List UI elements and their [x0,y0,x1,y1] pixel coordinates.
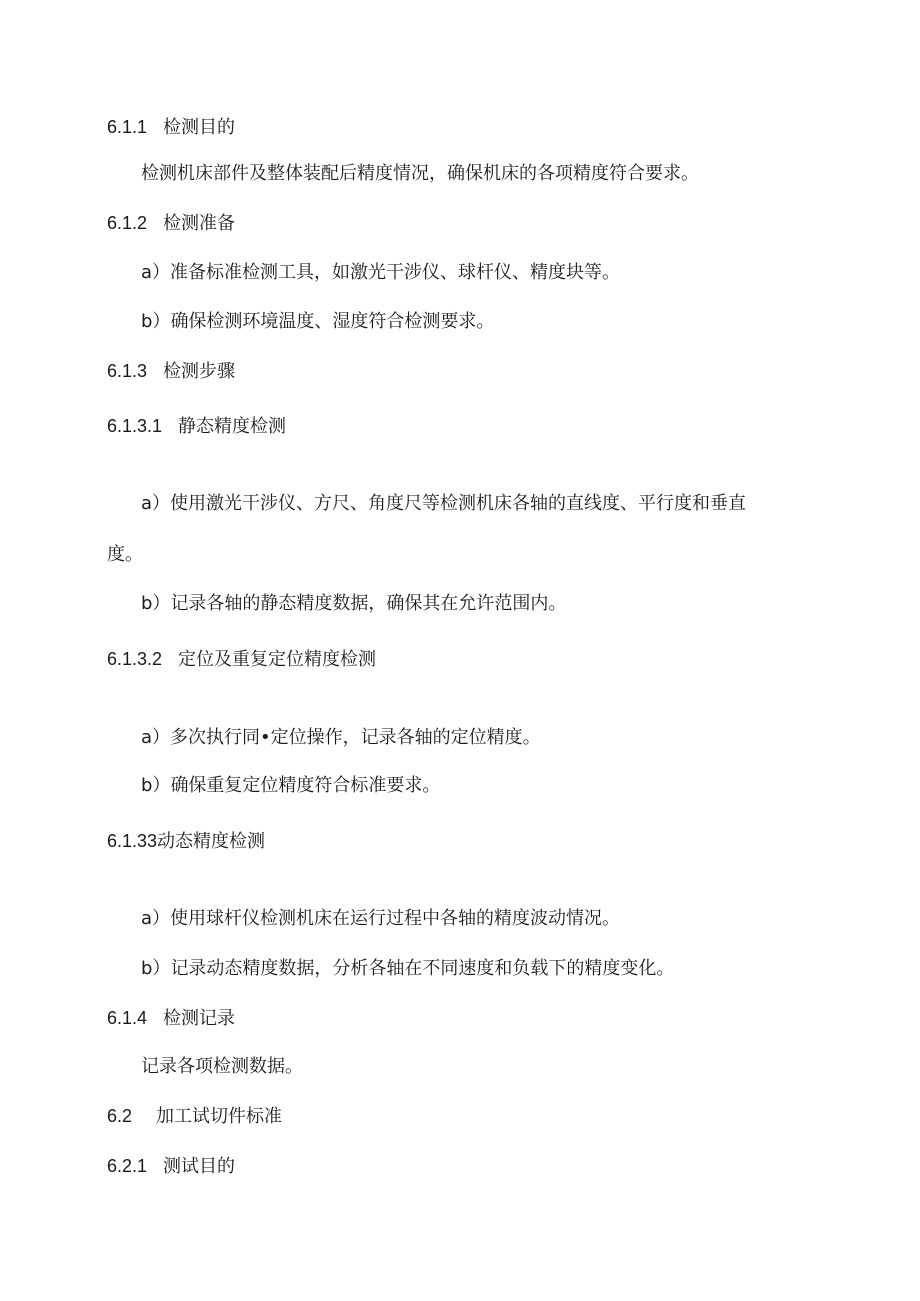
list-item-6-1-3-2-a [141,726,541,750]
list-text: 使用球杆仪检测机床在运行过程中各轴的精度波动情况。 [170,908,621,929]
paragraph-6-1-4: 记录各项检测数据。 [141,1056,303,1077]
heading-6-1-3 [107,359,235,384]
list-marker: a） [141,493,171,514]
list-text: 准备标准检测工具，如激光干涉仪、球杆仪、精度块等。 [170,262,621,283]
list-text: 确保检测环境温度、湿度符合检测要求。 [170,311,495,332]
list-item-6-1-3-1-a [141,492,746,516]
heading-title: 测试目的 [163,1156,236,1177]
list-item-6-1-3-1-b [141,592,566,616]
list-text: 确保重复定位精度符合标准要求。 [170,775,441,796]
list-item-6-1-2-b [141,310,494,334]
heading-number: 6.1.3.2 [107,649,163,669]
list-marker: b） [141,958,171,979]
heading-6-1-3-1 [107,414,286,439]
list-item-6-1-3-3-a [141,907,620,931]
heading-title: 定位及重复定位精度检测 [178,649,377,670]
list-text: 记录各轴的静态精度数据，确保其在允许范围内。 [170,593,567,614]
heading-6-2 [107,1104,282,1129]
heading-title: 检测准备 [163,213,236,234]
list-item-continuation: 度。 [107,544,143,565]
list-marker: a） [141,908,171,929]
heading-number: 6.1.3.1 [107,416,163,436]
heading-number: 6.2 [107,1106,133,1126]
heading-number: 6.2.1 [107,1156,148,1176]
list-marker: b） [141,593,171,614]
heading-title: 检测记录 [163,1008,236,1029]
heading-number: 6.1.33 [107,831,158,851]
paragraph-6-1-1: 检测机床部件及整体装配后精度情况，确保机床的各项精度符合要求。 [141,163,699,184]
list-marker: b） [141,775,171,796]
list-text: 记录动态精度数据，分析各轴在不同速度和负载下的精度变化。 [170,958,675,979]
heading-number: 6.1.4 [107,1008,148,1028]
list-marker: a） [141,727,171,748]
heading-title: 动态精度检测 [157,831,266,852]
heading-6-1-3-3 [107,829,265,854]
list-item-6-1-3-3-b [141,957,674,981]
heading-6-1-3-2 [107,647,376,672]
heading-title: 检测步骤 [163,361,236,382]
heading-6-1-4 [107,1006,235,1031]
heading-number: 6.1.1 [107,117,148,137]
list-text: 使用激光干涉仪、方尺、角度尺等检测机床各轴的直线度、平行度和垂直 [170,493,747,514]
list-item-6-1-3-2-b [141,774,440,798]
heading-6-1-2 [107,211,235,236]
list-marker: b） [141,311,171,332]
heading-title: 静态精度检测 [178,416,287,437]
heading-number: 6.1.2 [107,213,148,233]
list-text: 多次执行同•定位操作，记录各轴的定位精度。 [170,727,541,748]
list-marker: a） [141,262,171,283]
heading-6-1-1 [107,115,235,140]
heading-title: 检测目的 [163,117,236,138]
heading-6-2-1 [107,1154,235,1179]
heading-title: 加工试切件标准 [156,1106,283,1127]
heading-number: 6.1.3 [107,361,148,381]
list-item-6-1-2-a [141,261,620,285]
